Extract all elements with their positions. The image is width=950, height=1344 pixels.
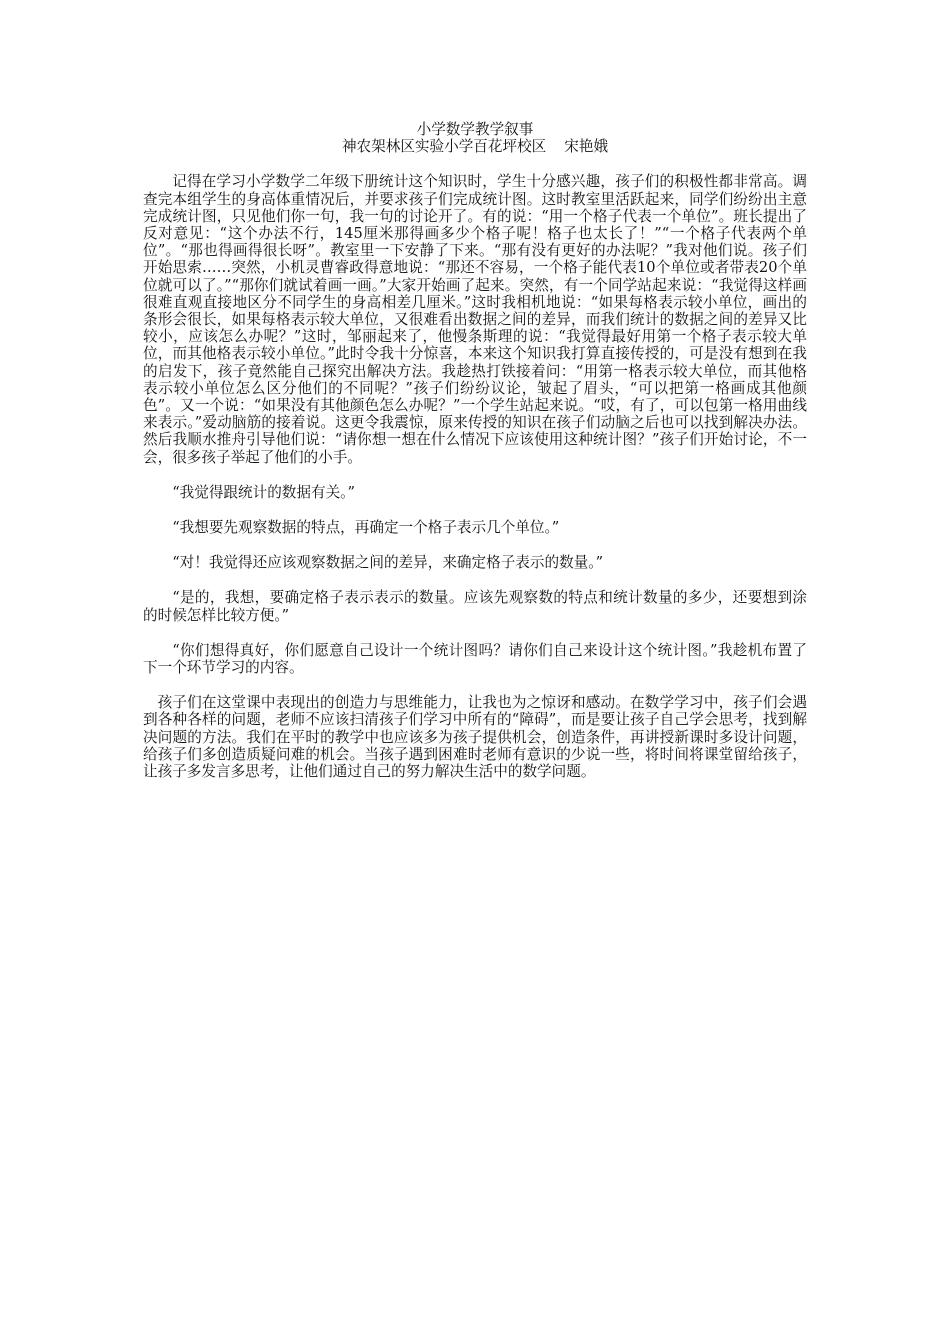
paragraph-quote-1: “我觉得跟统计的数据有关。”: [172, 483, 355, 501]
paragraph-reflection: 孩子们在这堂课中表现出的创造力与思维能力，让我也为之惊讶和感动。在数学学习中，孩子们会遇到各种各样的问题，老师不应该扫清孩子们学习中所有的“障碍”，而是要让孩子自己学会思考，找到解决问题的方法。我们在平时的教学中也应该多为孩子提供机会，创造条件，再讲授新课时多设计问题，给孩子们多创造质疑问难的机会。当孩子遇到困难时老师有意识的少说一些，将时间将课堂留给孩子，让孩子多发言多思考，让他们通过自己的努力解决生活中的数学问题。: [143, 694, 807, 781]
document-page: [143, 121, 807, 780]
paragraph-quote-3: “对！我觉得还应该观察数据之间的差异，来确定格子表示的数量。”: [172, 554, 604, 572]
document-header: [143, 121, 807, 155]
paragraph-quote-5: “你们想得真好，你们愿意自己设计一个统计图吗？请你们自己来设计这个统计图。”我趁机布置了下一个环节学习的内容。: [143, 641, 807, 677]
paragraph-quote-2: “我想要先观察数据的特点，再确定一个格子表示几个单位。”: [172, 519, 560, 537]
author-name: 宋艳娥: [564, 138, 609, 156]
author-line: [143, 138, 807, 155]
document-title: 小学数学教学叙事: [416, 121, 534, 138]
paragraph-quote-4: “是的，我想，要确定格子表示表示的数量。应该先观察数的特点和统计数量的多少，还要想到涂的时候怎样比较方便。”: [143, 589, 807, 624]
paragraph-story: 记得在学习小学数学二年级下册统计这个知识时，学生十分感兴趣，孩子们的积极性都非常高。调查完本组学生的身高体重情况后，并要求孩子们完成统计图。这时教室里活跃起来，同学们纷纷出主意完成统计图，只见他们你一句，我一句的讨论开了。有的说：“用一个格子代表一个单位”。班长提出了反对意见：“这个办法不行，145厘米那得画多少个格子呢！格子也太长了！”“一个格子代表两个单位”。“那也得画得很长呀”。教室里一下安静了下来。“那有没有更好的办法呢？”我对他们说。孩子们开始思索……突然，小机灵曹睿政得意地说：“那还不容易，一个格子能代表10个单位或者带表20个单位就可以了。”“那你们就试着画一画。”大家开始画了起来。突然，有一个同学站起来说：“我觉得这样画很难直观直接地区分不同学生的身高相差几厘米。”这时我相机地说：“如果每格表示较小单位，画出的条形会很长，如果每格表示较大单位，又很难看出数据之间的差异，而我们统计的数据之间的差异又比较小，应该怎么办呢？”这时，邹丽起来了，他慢条斯理的说：“我觉得最好用第一个格子表示较大单位，而其他格表示较小单位。”此时令我十分惊喜，本来这个知识我打算直接传授的，可是没有想到在我的启发下，孩子竟然能自己探究出解决方法。我趁热打铁接着问：“用第一格表示较大单位，而其他格表示较小单位怎么区分他们的不同呢？”孩子们纷纷议论，皱起了眉头，“可以把第一格画成其他颜色”。又一个说：“如果没有其他颜色怎么办呢？”一个学生站起来说。“哎，有了，可以包第一格用曲线来表示。”爱动脑筋的接着说。这更令我震惊，原来传授的知识在孩子们动脑之后也可以找到解决办法。然后我顺水推舟引导他们说：“请你想一想在什么情况下应该使用这种统计图？”孩子们开始讨论，不一会，很多孩子举起了他们的小手。: [143, 173, 807, 466]
school-name: 神农架林区实验小学百花坪校区: [341, 138, 547, 156]
